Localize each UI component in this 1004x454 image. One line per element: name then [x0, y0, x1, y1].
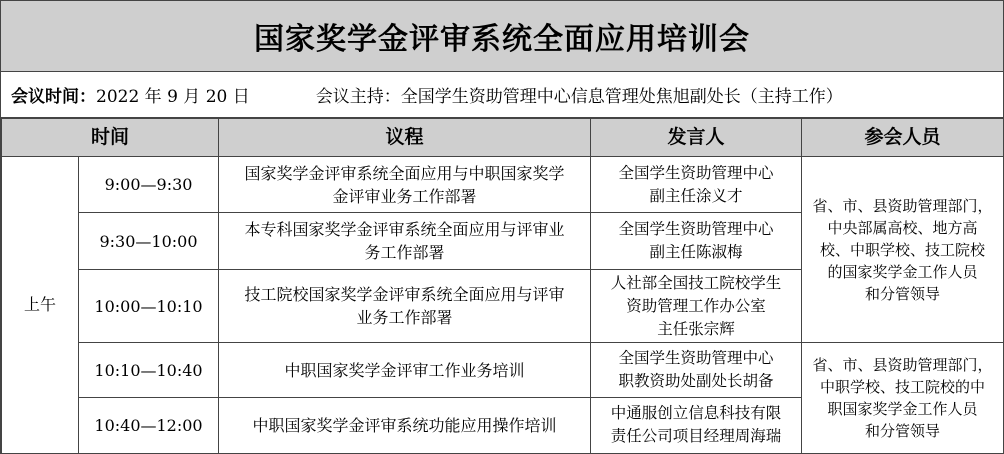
topic-line: 业务工作部署	[356, 308, 453, 327]
topic-line: 金评审业务工作部署	[332, 186, 477, 206]
agenda-table	[1, 118, 1004, 453]
speaker-line: 全国学生资助管理中心	[618, 349, 774, 367]
header-speaker: 发言人	[591, 119, 802, 157]
agenda-topic	[219, 398, 591, 453]
speaker-line: 中通服创立信息科技有限	[610, 404, 782, 423]
speaker-cell	[591, 270, 802, 343]
speaker-line: 副主任涂义才	[649, 186, 743, 205]
table-row	[2, 343, 1004, 398]
speaker-line: 主任张宗辉	[657, 319, 735, 338]
topic-line: 务工作部署	[364, 243, 445, 262]
speaker-line: 职教资助处副处长胡备	[618, 372, 774, 390]
attendee-line: 职国家奖学金工作人员	[827, 399, 978, 418]
speaker-cell	[591, 398, 802, 453]
topic-line: 技工院校国家奖学金评审系统全面应用与评审	[244, 285, 565, 304]
speaker-line: 责任公司项目经理周海瑞	[610, 427, 782, 446]
meeting-time-value: 2022 年 9 月 20 日	[96, 87, 250, 107]
speaker-line: 副主任陈淑梅	[649, 243, 743, 261]
attendee-cell	[802, 157, 1004, 343]
speaker-cell	[591, 157, 802, 213]
meeting-info-row	[1, 72, 1003, 118]
table-header-row	[2, 119, 1004, 157]
attendee-line: 省、市、县资助管理部门，	[812, 196, 993, 215]
attendee-line: 的国家奖学金工作人员	[827, 262, 978, 281]
period-cell: 上午	[2, 157, 79, 453]
speaker-line: 资助管理工作办公室	[626, 296, 766, 315]
time-slot: 9:30—10:00	[79, 213, 219, 270]
speaker-line: 全国学生资助管理中心	[618, 163, 774, 182]
attendee-line: 中央部属高校、地方高	[827, 218, 978, 237]
speaker-cell	[591, 213, 802, 270]
agenda-topic	[219, 270, 591, 343]
speaker-cell	[591, 343, 802, 398]
attendee-line: 中职学校、技工院校的中	[820, 377, 986, 396]
attendee-line: 和分管领导	[865, 421, 941, 440]
topic-line: 中职国家奖学金评审系统功能应用操作培训	[252, 415, 557, 435]
attendee-line: 和分管领导	[865, 284, 941, 303]
header-attendees: 参会人员	[802, 119, 1004, 157]
topic-line: 本专科国家奖学金评审系统全面应用与评审业	[244, 220, 565, 239]
time-slot: 9:00—9:30	[79, 157, 219, 213]
attendee-line: 校、中职学校、技工院校	[820, 240, 986, 259]
header-time: 时间	[2, 119, 219, 157]
topic-line: 国家奖学金评审系统全面应用与中职国家奖学	[244, 163, 565, 183]
attendee-line: 省、市、县资助管理部门，	[812, 355, 993, 374]
attendee-cell	[802, 343, 1004, 453]
agenda-topic	[219, 157, 591, 213]
time-slot: 10:00—10:10	[79, 270, 219, 343]
speaker-line: 人社部全国技工院校学生	[610, 273, 782, 292]
meeting-time-label: 会议时间：	[11, 87, 96, 107]
topic-line: 中职国家奖学金评审工作业务培训	[284, 360, 525, 380]
agenda-topic	[219, 343, 591, 398]
speaker-line: 全国学生资助管理中心	[618, 220, 774, 238]
table-row	[2, 157, 1004, 213]
meeting-host: 会议主持：全国学生资助管理中心信息管理处焦旭副处长（主持工作）	[315, 87, 843, 107]
document-title: 国家奖学金评审系统全面应用培训会	[1, 1, 1003, 72]
header-agenda: 议程	[219, 119, 591, 157]
time-slot: 10:40—12:00	[79, 398, 219, 453]
time-slot: 10:10—10:40	[79, 343, 219, 398]
agenda-topic	[219, 213, 591, 270]
